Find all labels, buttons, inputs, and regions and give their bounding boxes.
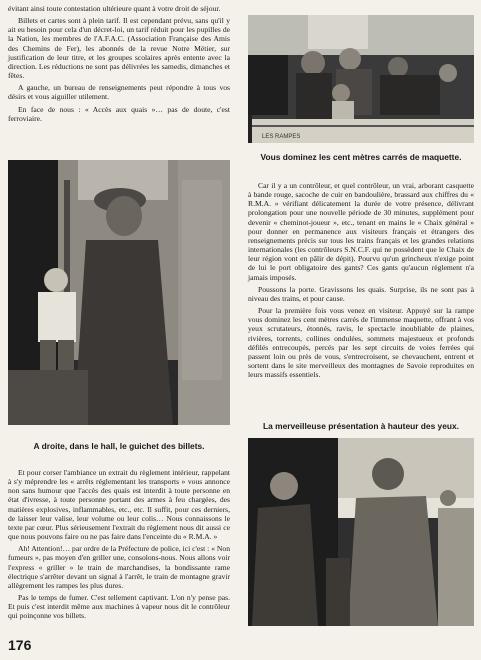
paragraph: Pas le temps de fumer. C'est tellement captivant. L'on n'y pense pas. Et puis c'est interdit même aux machines à vapeur nous dit le contrôleur qui poinçonne vos billets. [8,593,230,621]
photo-model-presentation [248,438,474,626]
paragraph: Car il y a un contrôleur, et quel contrôleur, un vrai, arborant casquette à bande rouge, sacoche de cuir en bandoulière, brassard aux chiffres du « R.M.A. » vérifiant délicatement la durée de votre présence, délivrant prolongation pour une nouvelle période de 30 minutes, supplément pour devenir « cheminot-joueur », etc., tenant en mains le « Chaix général » pour donner en permanence aux visiteurs français et étrangers des renseignements précis sur tous les trains français et les grandes relations internationales (les contrôleurs S.N.C.F. qui ne possèdent que le Chaix de leur région vont en pâlir de dépit). Pourvu qu'un grincheux n'exige point de lui le port obligatoire des gants? Ces gants qu'aucun règlement n'a jamais imposés. [248,181,474,282]
photo-ticket-office [8,160,230,425]
top-left-column [8,4,230,123]
paragraph: Billets et cartes sont à plein tarif. Il est cependant prévu, sans qu'il y ait eu besoin pour cela d'un décret-loi, un tarif réduit pour les pupilles de la Nation, les membres de l'A.F.A.C. (Association Française des Amis des Chemins de Fer), les abonnés de la revue Notre Métier, sur justification de leur titre, et les groupes scolaires après entente avec la direction. Les réductions ne sont pas délivrées les samedis, dimanches et fêtes. [8,16,230,81]
paragraph: Poussons la porte. Gravissons les quais. Surprise, ils ne sont pas à niveau des trains, et pour cause. [248,284,474,303]
paragraph: Et pour corser l'ambiance un extrait du règlement intérieur, rappelant à s'y méprendre les « arrêts réglementant les transports » vous annonce non sans humour que l'accès des quais est interdit à toute personne en état d'ivresse, à toute personne portant des armes à feu chargées, des matières explosives, inflammables, etc., etc. Il suffit, pour ces derniers, de laisser leur valise, leur volume ou leur colis… Nous connaissons le texte par cœur. Plus sérieusement l'extrait du règlement nous dit aussi ce que nous pouvons faire ou ne pas faire dans l'enceinte du « R.M.A. » [8,468,230,542]
bottom-left-column [8,468,230,621]
photo-visitors-at-railing [248,15,474,143]
paragraph: A gauche, un bureau de renseignements peut répondre à tous vos désirs et vous aiguiller utilement. [8,83,230,102]
right-column [248,181,474,379]
paragraph: Pour la première fois vous venez en visiteur. Appuyé sur la rampe vous dominez les cent mètres carrés de l'immense maquette, offrant à vos yeux scrutateurs, étonnés, ravis, le spectacle inoubliable de plaines, rivières, torrents, collines ondulées, sommets majestueux et profonds défilés entrecoupés, percés par les sept circuits de voies ferrées qui passent loin ou près de vous, s'entrecroisent, se chevauchent, entrent et sortent dans le site merveilleux des montagnes de Savoie reproduites en leurs massifs essentiels. [248,306,474,380]
caption-middle-right: La merveilleuse présentation à hauteur des yeux. [263,421,459,431]
paragraph: Ah! Attention!… par ordre de la Préfecture de police, ici c'est : « Non fumeurs », pas moyen d'en griller une, consolons-nous. Nous allons voir l'express « griller » le train de marchandises, la bondissante rame électrique s'arrêter devant un signal à l'arrêt, le train de montagne gravir allègrement les rampes les plus dures. [8,544,230,590]
caption-middle-left: A droite, dans le hall, le guichet des billets. [33,441,205,451]
sign-text: LES RAMPES [262,134,301,140]
paragraph: évitant ainsi toute contestation ultérieure quant à votre droit de séjour. [8,4,221,13]
caption-top-right: Vous dominez les cent mètres carrés de maquette. [260,152,462,162]
page-number: 176 [8,637,32,653]
paragraph: En face de nous : « Accès aux quais »… pas de doute, c'est ferroviaire. [8,104,230,123]
